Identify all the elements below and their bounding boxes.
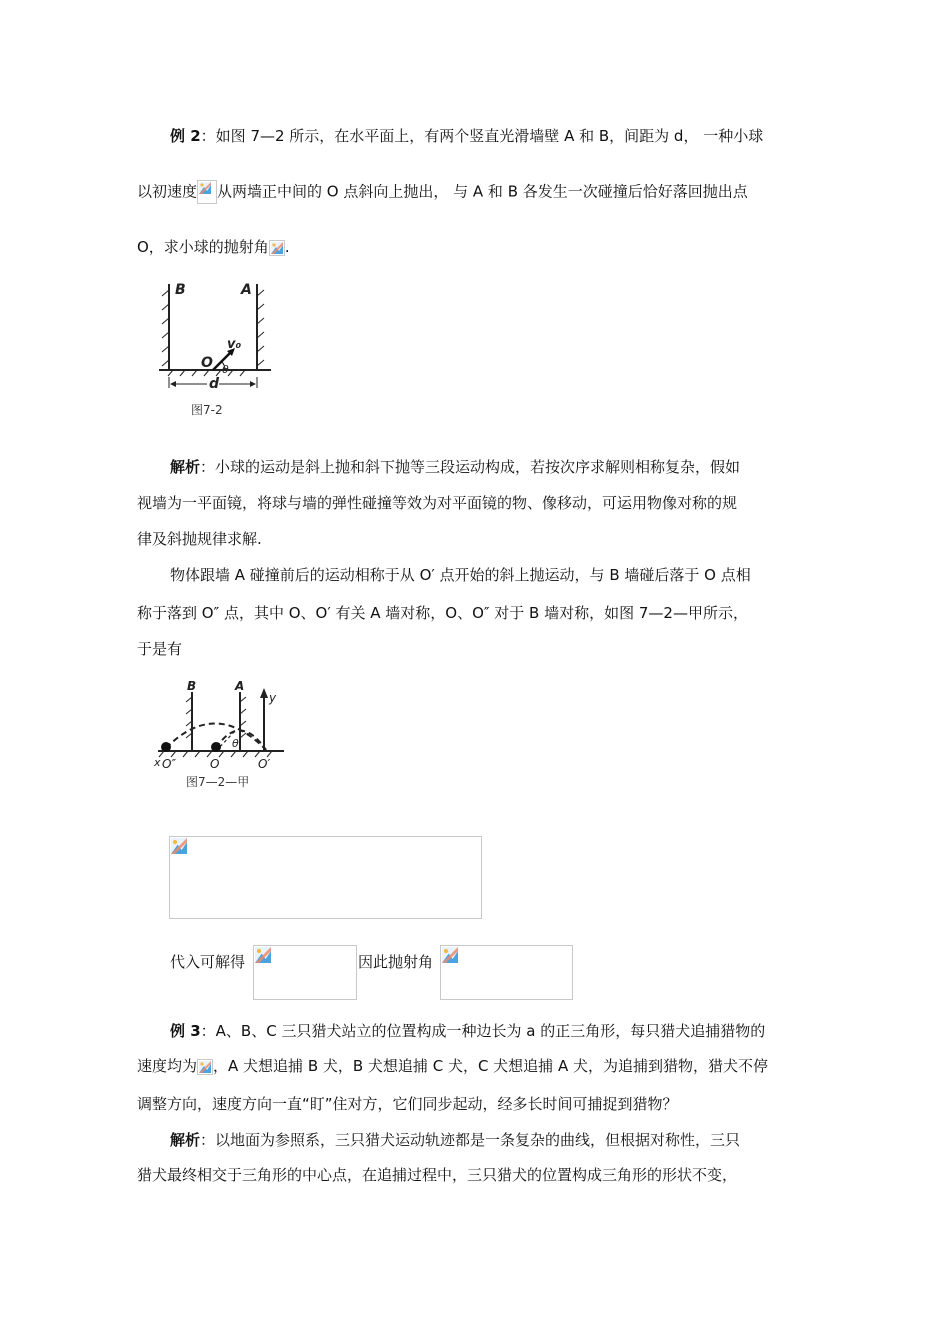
example-2-label: 例 2 <box>170 127 201 145</box>
example-3-text-1: ：A、B、C 三只猎犬站立的位置构成一种边长为 a 的正三角形，每只猎犬追捕猎物的 <box>200 1022 766 1040</box>
broken-image-icon <box>254 946 274 966</box>
analysis-1-line-3: 律及斜抛规律求解. <box>137 530 262 548</box>
x-axis-label: x <box>154 756 161 769</box>
solution-image-placeholder <box>253 945 357 1000</box>
theta-label: θ <box>222 363 229 376</box>
point-o-label: O <box>210 757 220 771</box>
example-2-text-3b: . <box>284 238 290 256</box>
point-o-label: O <box>201 355 213 371</box>
analysis-1-text-1: ：小球的运动是斜上抛和斜下抛等三段运动构成，若按次序求解则相称复杂，假如 <box>200 458 741 476</box>
example-3-text-2b: ，A 犬想追捕 B 犬，B 犬想追捕 C 犬，C 犬想追捕 A 犬，为追捕到猎物，猎犬不停 <box>213 1057 768 1075</box>
equation-image-placeholder <box>169 836 482 919</box>
v0-label: v₀ <box>227 337 242 352</box>
theta-label: θ <box>232 737 239 750</box>
analysis-2-text-1: ：以地面为参照系，三只猎犬运动轨迹都是一条复杂的曲线，但根据对称性，三只 <box>200 1131 741 1149</box>
point-o2-label: O″ <box>162 757 176 771</box>
solve-text-a: 代入可解得 <box>170 953 246 971</box>
figure-7-2-a-caption: 图7—2—甲 <box>186 775 250 789</box>
figure-7-2-caption: 图7-2 <box>191 403 223 417</box>
example-3-line-2 <box>137 1056 768 1076</box>
wall-b-label: B <box>187 679 197 693</box>
analysis-1-line-2: 视墙为一平面镜，将球与墙的弹性碰撞等效为对平面镜的物、像移动，可运用物像对称的规 <box>137 494 738 512</box>
analysis-2-label: 解析 <box>170 1131 201 1149</box>
example-2-line-1 <box>170 126 763 146</box>
wall-a-label: A <box>235 679 245 693</box>
figure-7-2-a <box>150 672 300 797</box>
solve-text-b: 因此抛射角 <box>358 953 434 971</box>
broken-image-icon <box>197 180 217 204</box>
paragraph-2-line-2: 称于落到 O″ 点，其中 O、O′ 有关 A 墙对称，O、O″ 对于 B 墙对称，如图 7—2—甲所示， <box>137 604 748 622</box>
example-2-text-2a: 以初速度 <box>137 182 198 201</box>
analysis-2-line-2: 猎犬最终相交于三角形的中心点，在追捕过程中，三只猎犬的位置构成三角形的形状不变， <box>137 1166 738 1184</box>
example-3-line-1 <box>170 1021 765 1041</box>
paragraph-2-line-1: 物体跟墙 A 碰撞前后的运动相称于从 O′ 点开始的斜上抛运动，与 B 墙碰后落于 O 点相 <box>170 566 751 584</box>
example-3-label: 例 3 <box>170 1022 201 1040</box>
example-2-text-1: ：如图 7—2 所示，在水平面上，有两个竖直光滑墙壁 A 和 B，间距为 d， 一种小球 <box>200 127 764 145</box>
wall-b-label: B <box>175 282 186 298</box>
example-2-line-2 <box>137 180 748 204</box>
example-2-text-2b: 从两墙正中间的 O 点斜向上抛出， 与 A 和 B 各发生一次碰撞后恰好落回抛出点 <box>217 182 748 201</box>
example-3-text-2a: 速度均为 <box>137 1057 198 1075</box>
y-axis-label: y <box>269 691 277 705</box>
angle-image-placeholder <box>440 945 573 1000</box>
wall-a-label: A <box>241 282 252 298</box>
paragraph-2-line-3: 于是有 <box>137 640 183 658</box>
point-o1-label: O′ <box>258 757 271 771</box>
analysis-1-line-1 <box>170 457 740 477</box>
example-2-text-3a: O，求小球的抛射角 <box>137 238 269 256</box>
example-2-line-3 <box>137 237 290 257</box>
distance-d-label: d <box>209 376 220 392</box>
figure-7-2 <box>155 276 280 426</box>
broken-image-icon <box>441 946 461 966</box>
example-3-line-3: 调整方向，速度方向一直“盯”住对方，它们同步起动，经多长时间可捕捉到猎物？ <box>137 1095 678 1113</box>
analysis-1-label: 解析 <box>170 458 201 476</box>
broken-image-icon <box>170 837 190 857</box>
analysis-2-line-1 <box>170 1130 740 1150</box>
broken-image-icon <box>269 240 285 256</box>
broken-image-icon <box>197 1059 213 1075</box>
